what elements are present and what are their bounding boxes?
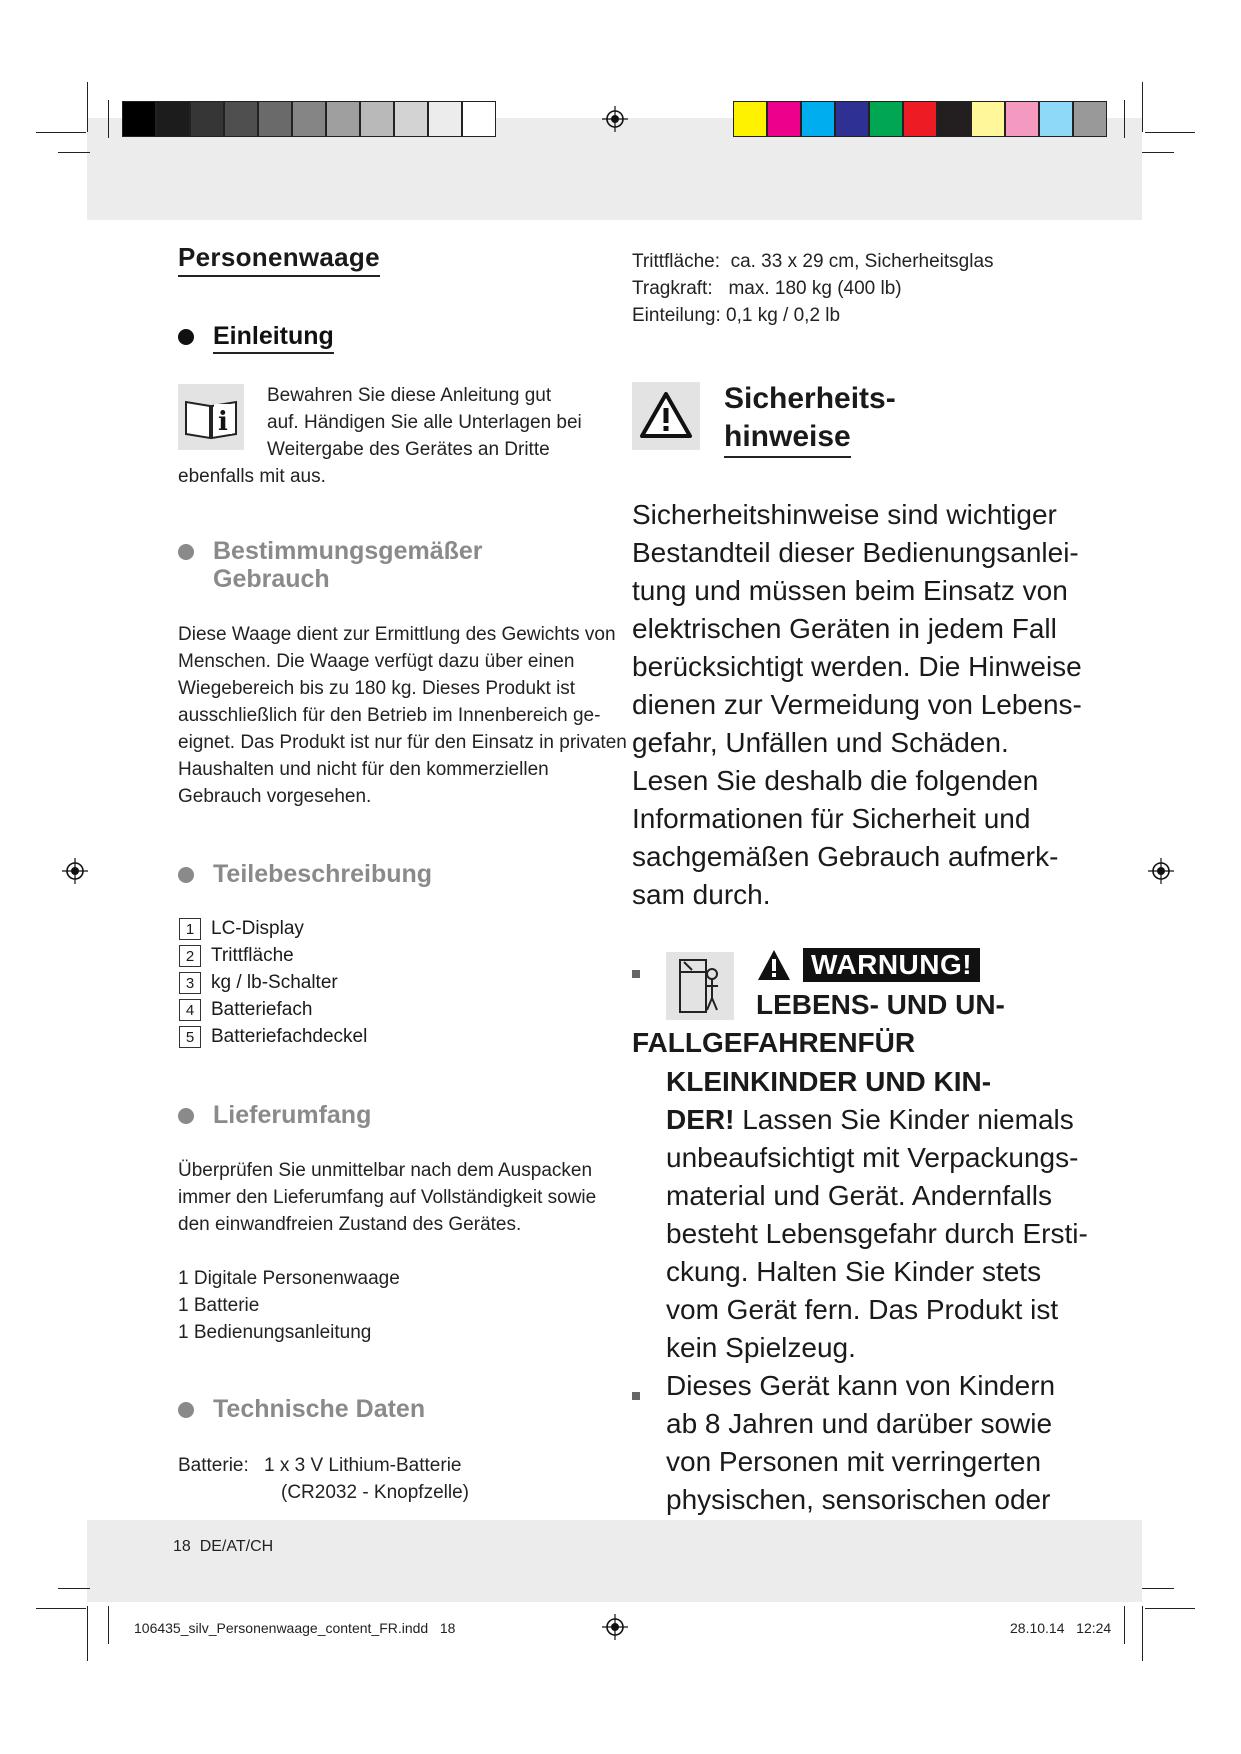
part-number: 3 [179, 972, 201, 994]
color-swatch [190, 101, 224, 137]
color-swatch [224, 101, 258, 137]
text-line: immer den Lieferumfang auf Vollständigkeit sowie [178, 1187, 597, 1208]
crop-mark [108, 100, 109, 138]
svg-text:i: i [218, 407, 228, 437]
text-line: Diese Waage dient zur Ermittlung des Gewichts von [178, 624, 616, 645]
part-number: 4 [179, 999, 201, 1021]
text-line: material und Gerät. Andernfalls [666, 1180, 1052, 1211]
color-swatch [1073, 101, 1107, 137]
intro-line: auf. Händigen Sie alle Unterlagen bei [267, 412, 582, 433]
registration-mark-icon [602, 106, 628, 132]
heading-line: Sicherheits- [724, 382, 896, 415]
text-line: sachgemäßen Gebrauch aufmerk- [632, 841, 1059, 872]
warning-text-line [666, 1101, 1074, 1139]
spec-label: Trittfläche: [632, 251, 720, 272]
intro-line: Bewahren Sie diese Anleitung gut [267, 385, 552, 406]
bullet-dot [178, 1108, 194, 1124]
part-item [179, 972, 338, 994]
scope-paragraph [178, 1157, 596, 1238]
text-line: von Personen mit verringerten [666, 1446, 1042, 1477]
text-line: Lesen Sie deshalb die folgenden [632, 765, 1039, 796]
crop-mark [58, 152, 90, 153]
crop-mark [1142, 152, 1174, 153]
list-item: 1 Bedienungsanleitung [178, 1322, 372, 1343]
text-line: ab 8 Jahren und darüber sowie [666, 1408, 1053, 1439]
safety-paragraph [632, 496, 1082, 914]
crop-mark [1124, 1606, 1125, 1644]
warning-badge: WARNUNG! [803, 948, 980, 982]
bullet-dot [178, 544, 194, 560]
part-label: kg / lb-Schalter [211, 972, 338, 993]
color-swatch [122, 101, 156, 137]
crop-mark [1124, 100, 1125, 138]
crop-mark [36, 132, 86, 133]
text-line: Wiegebereich bis zu 180 kg. Dieses Produkt ist [178, 678, 576, 699]
bullet-dot [178, 1402, 194, 1418]
warning-text: Lassen Sie Kinder niemals [734, 1104, 1074, 1135]
warning-triangle-icon [632, 382, 700, 450]
use-paragraph [178, 621, 627, 810]
scope-list [178, 1265, 400, 1346]
section-heading-teile [178, 860, 432, 888]
text-line: Informationen für Sicherheit und [632, 803, 1031, 834]
bullet-dot [178, 329, 194, 345]
part-number: 2 [179, 945, 201, 967]
spec-value: 0,1 kg / 0,2 lb [726, 305, 841, 326]
color-swatch [835, 101, 869, 137]
text-line: Menschen. Die Waage verfügt dazu über einen [178, 651, 575, 672]
text-line: sam durch. [632, 879, 771, 910]
battery-value: (CR2032 - Knopfzelle) [281, 1482, 469, 1503]
color-swatch [1039, 101, 1073, 137]
heading-line: hinweise [724, 418, 851, 458]
part-item [179, 945, 294, 967]
battery-value: 1 x 3 V Lithium-Batterie [264, 1455, 462, 1476]
crop-mark [58, 1588, 90, 1589]
spec-label: Einteilung: [632, 305, 721, 326]
heading-label: Einleitung [213, 322, 334, 354]
spec-row [632, 302, 840, 329]
heading-label: Teilebeschreibung [213, 860, 433, 888]
heading-label: Lieferumfang [213, 1101, 372, 1129]
page-title: Personenwaage [178, 242, 380, 277]
text-line: ausschließlich für den Betrieb im Innenbereich ge- [178, 705, 601, 726]
heading-label: Bestimmungsgemäßer [213, 537, 483, 565]
crop-mark [36, 1608, 86, 1609]
print-date: 28.10.14 12:24 [1010, 1620, 1112, 1636]
text-line: Dieses Gerät kann von Kindern [666, 1370, 1056, 1401]
text-line: elektrischen Geräten in jedem Fall [632, 613, 1057, 644]
intro-line: ebenfalls mit aus. [178, 466, 326, 487]
color-swatch [971, 101, 1005, 137]
color-swatch [801, 101, 835, 137]
spec-value: ca. 33 x 29 cm, Sicherheitsglas [730, 251, 994, 272]
crop-mark [1142, 1606, 1143, 1661]
registration-mark-icon [1148, 858, 1174, 884]
crop-mark [1145, 132, 1195, 133]
battery-label: Batterie: [178, 1455, 249, 1476]
text-line: dienen zur Vermeidung von Lebens- [632, 689, 1082, 720]
color-swatch [733, 101, 767, 137]
crop-mark [1142, 1588, 1174, 1589]
color-swatch [428, 101, 462, 137]
color-swatch [394, 101, 428, 137]
crop-mark [108, 1606, 109, 1644]
heading-label: Technische Daten [213, 1395, 426, 1423]
color-swatch [767, 101, 801, 137]
text-line: unbeaufsichtigt mit Verpackungs- [666, 1142, 1079, 1173]
section-heading-bestimmung [178, 537, 483, 593]
bullet-square [632, 970, 640, 978]
child-hazard-icon [666, 952, 734, 1020]
part-item [179, 999, 312, 1021]
text-line: Überprüfen Sie unmittelbar nach dem Auspacken [178, 1160, 593, 1181]
text-line: Bestandteil dieser Bedienungsanlei- [632, 537, 1079, 568]
color-swatch [462, 101, 496, 137]
section-heading-einleitung [178, 322, 334, 354]
part-number: 5 [179, 1026, 201, 1048]
crop-mark [1145, 1608, 1195, 1609]
crop-mark [1142, 82, 1143, 132]
text-line: tung und müssen beim Einsatz von [632, 575, 1068, 606]
list-item: 1 Digitale Personenwaage [178, 1268, 400, 1289]
bottom-margin-band [87, 1520, 1142, 1602]
color-swatch [258, 101, 292, 137]
crop-mark [87, 1606, 88, 1661]
part-label: LC-Display [211, 918, 304, 939]
section-heading-technik [178, 1395, 425, 1423]
registration-mark-icon [602, 1614, 628, 1640]
bullet-paragraph [666, 1367, 1055, 1519]
text-line: Haushalten und nicht für den kommerziellen [178, 759, 549, 780]
spec-value: max. 180 kg (400 lb) [728, 278, 902, 299]
color-swatch [326, 101, 360, 137]
bullet-dot [178, 867, 194, 883]
warning-heading-line: KLEINKINDER UND KIN- [666, 1066, 992, 1097]
color-swatch [360, 101, 394, 137]
info-book-icon [178, 384, 244, 450]
text-line: eignet. Das Produkt ist nur für den Einsatz in privaten [178, 732, 627, 753]
heading-label: Gebrauch [213, 565, 330, 593]
warning-heading-line: FALLGEFAHRENFÜR [632, 1027, 916, 1058]
text-line: Gebrauch vorgesehen. [178, 786, 372, 807]
list-item: 1 Batterie [178, 1295, 260, 1316]
text-line: berücksichtigt werden. Die Hinweise [632, 651, 1082, 682]
page-number: 18 DE/AT/CH [173, 1538, 274, 1555]
file-slug: 106435_silv_Personenwaage_content_FR.indd 18 [134, 1620, 456, 1636]
warning-heading-line: LEBENS- UND UN- [756, 989, 1005, 1020]
bullet-square [632, 1392, 640, 1400]
text-line: vom Gerät fern. Das Produkt ist [666, 1294, 1059, 1325]
part-label: Batteriefachdeckel [211, 1026, 368, 1047]
text-line: den einwandfreien Zustand des Gerätes. [178, 1214, 522, 1235]
spec-row [632, 275, 902, 302]
part-label: Batteriefach [211, 999, 313, 1020]
color-swatch [869, 101, 903, 137]
text-line: gefahr, Unfällen und Schäden. [632, 727, 1009, 758]
color-swatch [156, 101, 190, 137]
color-swatch [292, 101, 326, 137]
color-swatch [1005, 101, 1039, 137]
color-swatch [937, 101, 971, 137]
spec-label: Tragkraft: [632, 278, 713, 299]
safety-heading [724, 380, 896, 458]
part-number: 1 [179, 918, 201, 940]
warning-triangle-icon [756, 948, 792, 982]
part-item [179, 918, 304, 940]
part-item [179, 1026, 367, 1048]
text-line: besteht Lebensgefahr durch Ersti- [666, 1218, 1088, 1249]
spec-row [632, 248, 994, 275]
text-line: kein Spielzeug. [666, 1332, 856, 1363]
text-line: Sicherheitshinweise sind wichtiger [632, 499, 1057, 530]
color-swatch [903, 101, 937, 137]
warning-paragraph [666, 1139, 1088, 1367]
intro-line: Weitergabe des Gerätes an Dritte [267, 439, 550, 460]
text-line: ckung. Halten Sie Kinder stets [666, 1256, 1042, 1287]
section-heading-lieferumfang [178, 1101, 371, 1129]
text-line: physischen, sensorischen oder [666, 1484, 1051, 1515]
part-label: Trittfläche [211, 945, 294, 966]
warning-bold: DER! [666, 1104, 735, 1135]
registration-mark-icon [62, 858, 88, 884]
crop-mark [87, 82, 88, 132]
